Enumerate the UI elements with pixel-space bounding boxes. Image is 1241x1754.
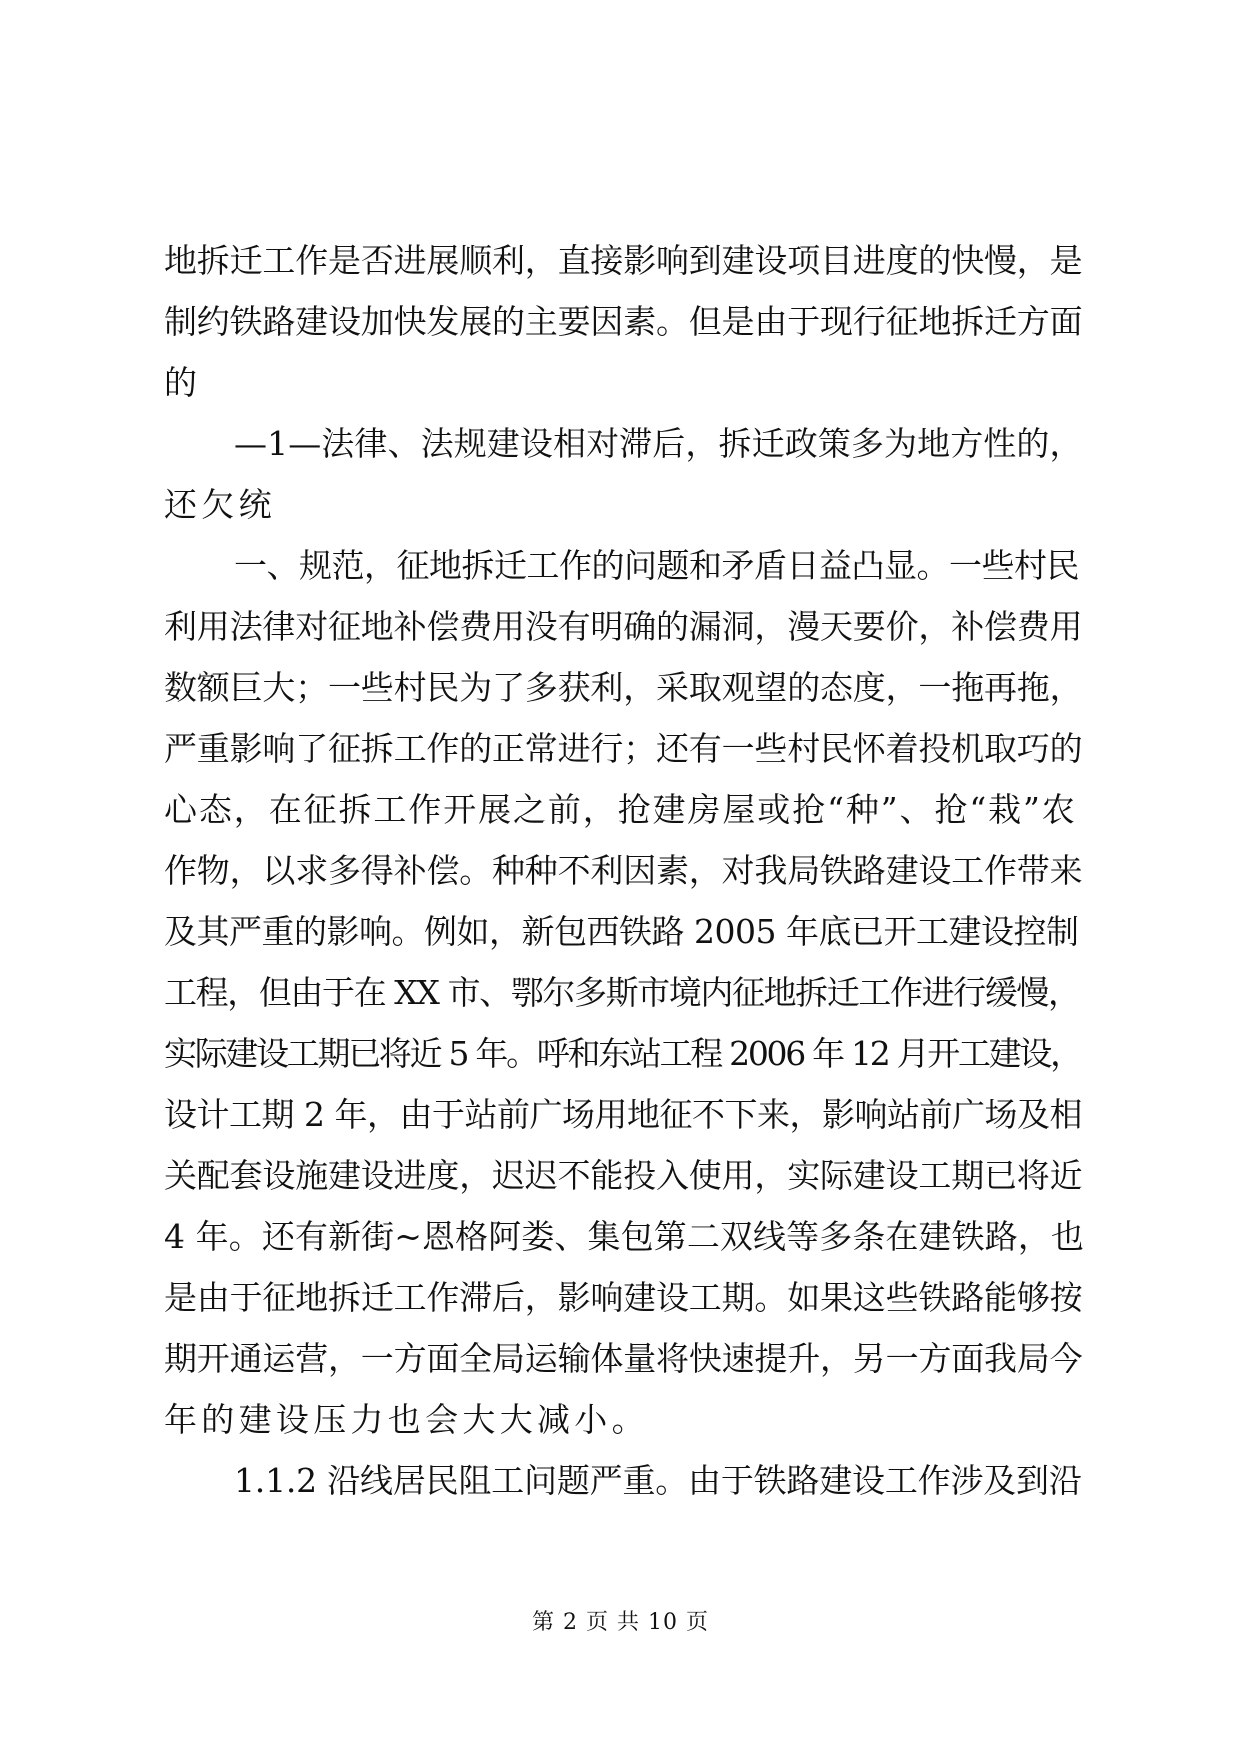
text-line: 作物，以求多得补偿。种种不利因素，对我局铁路建设工作带来 — [164, 851, 1083, 890]
text-line: 一、规范，征地拆迁工作的问题和矛盾日益凸显。一些村民 — [234, 546, 1079, 585]
text-line: 设计工期 2 年，由于站前广场用地征不下来，影响站前广场及相 — [164, 1095, 1082, 1134]
text-line: 工程，但由于在 XX 市、鄂尔多斯市境内征地拆迁工作进行缓慢， — [164, 973, 1080, 1012]
text-line: 心态，在征拆工作开展之前，抢建房屋或抢“种”、抢“栽”农 — [164, 790, 1077, 829]
body-text — [164, 230, 1084, 1511]
text-line: 关配套设施建设进度，迟迟不能投入使用，实际建设工期已将近 — [164, 1156, 1083, 1195]
text-line: 利用法律对征地补偿费用没有明确的漏洞，漫天要价，补偿费用 — [164, 607, 1083, 646]
text-line: 数额巨大；一些村民为了多获利，采取观望的态度，一拖再拖， — [164, 668, 1083, 707]
page-number-footer: 第 2 页 共 10 页 — [532, 1610, 709, 1635]
text-line: 及其严重的影响。例如，新包西铁路 2005 年底已开工建设控制 — [164, 912, 1079, 951]
text-line: 年的建设压力也会大大减小。 — [164, 1400, 649, 1439]
text-line: 的 — [164, 363, 202, 402]
text-line: 是由于征地拆迁工作滞后，影响建设工期。如果这些铁路能够按 — [164, 1278, 1083, 1317]
text-line: 4 年。还有新街~恩格阿娄、集包第二双线等多条在建铁路，也 — [164, 1217, 1085, 1256]
text-line: 还欠统 — [164, 485, 276, 524]
text-line: —1—法律、法规建设相对滞后，拆迁政策多为地方性的， — [234, 424, 1083, 463]
text-line: 制约铁路建设加快发展的主要因素。但是由于现行征地拆迁方面 — [164, 302, 1083, 341]
text-line: 实际建设工期已将近 5 年。呼和东站工程 2006 年 12 月开工建设， — [164, 1034, 1081, 1073]
text-line: 期开通运营，一方面全局运输体量将快速提升，另一方面我局今 — [164, 1339, 1083, 1378]
text-line: 地拆迁工作是否进展顺利，直接影响到建设项目进度的快慢，是 — [164, 241, 1083, 280]
text-line: 1.1.2 沿线居民阻工问题严重。由于铁路建设工作涉及到沿 — [234, 1461, 1082, 1500]
text-line: 严重影响了征拆工作的正常进行；还有一些村民怀着投机取巧的 — [164, 729, 1083, 768]
